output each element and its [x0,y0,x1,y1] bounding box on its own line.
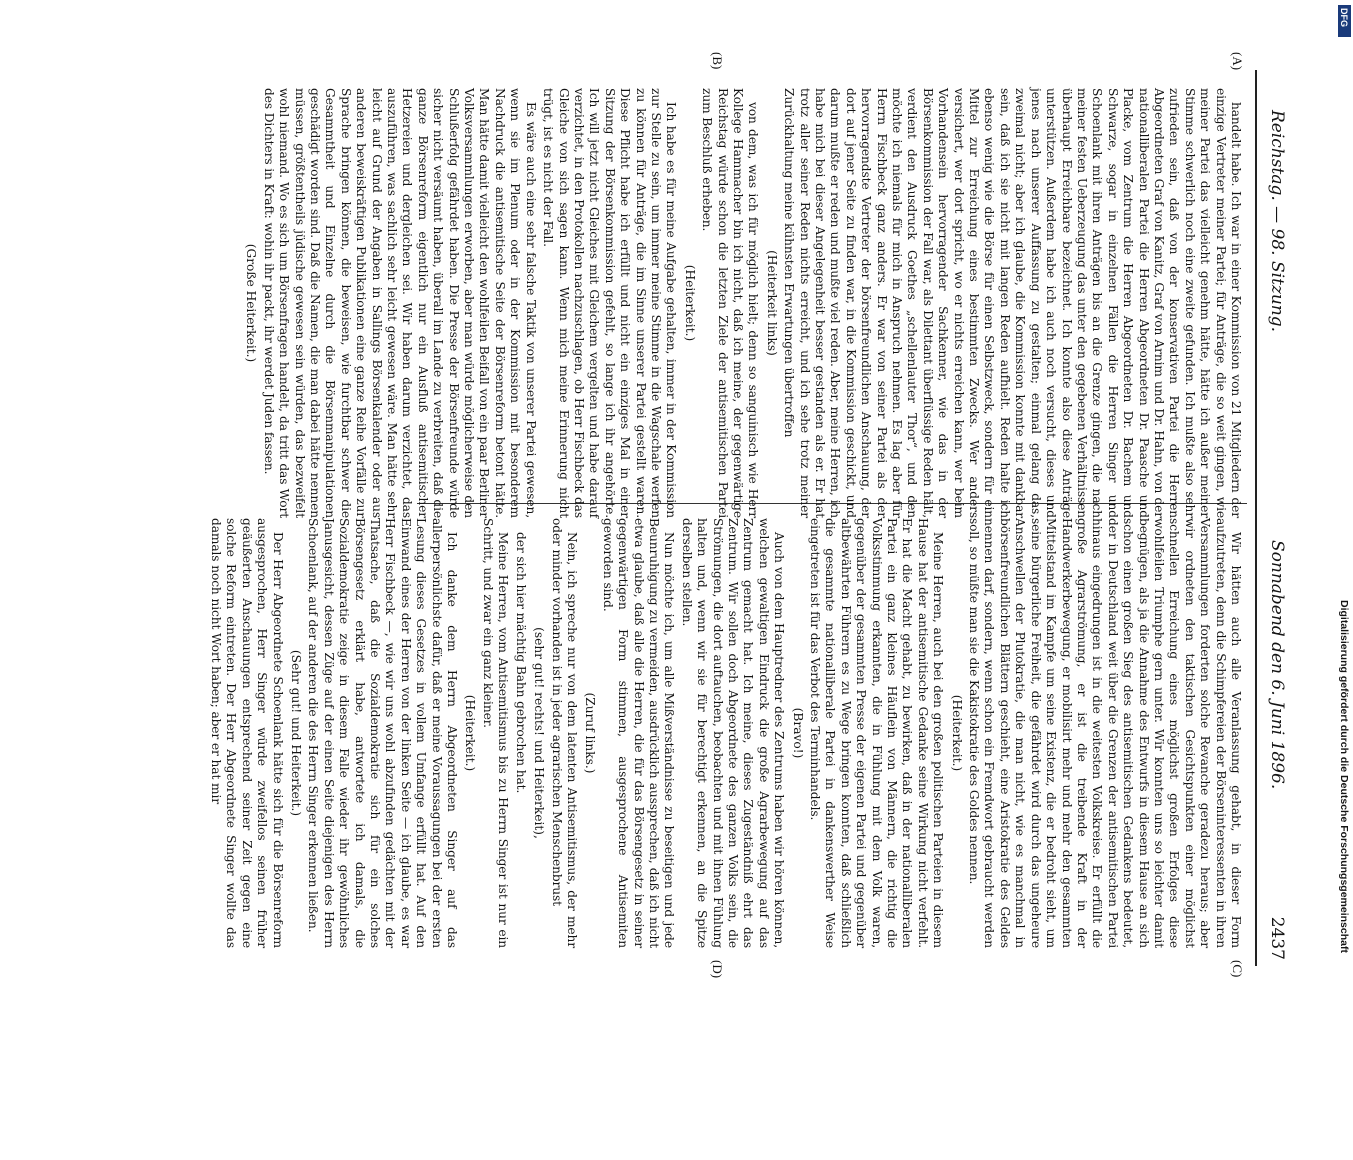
footer-text: Digitalisierung gefördert durch die Deutsche Forschungsgemeinschaft [1338,600,1350,953]
paragraph: Meine Herren, auch bei den großen politischen Parteien in diesem Hause hat der antisemitische Gedanke seine Wirkung nicht verfehlt. Er hat die Macht gehabt, zu bewirken, daß in der nationalliberalen Partei ein ganz kleines Häuflein von Männern, die richtig die Volksstimmung erkannten, die in Fühlung mit dem Volk waren, gegenüber der gesammten Presse der eigenen Partei und gegenüber altbewährten Führern es zu Wege bringen konnten, daß schließlich die gesammte nationalliberale Partei in dankenswerther Weise eingetreten ist für das Verbot des Terminhandels. [808,518,946,948]
header-middle: Sonnabend den 6. Juni 1896. [1267,540,1287,790]
interjection: (sehr gut! rechts! und Heiterkeit), [532,627,547,839]
header-left: Reichstag. — 98. Sitzung. [1267,110,1287,333]
interjection: (Große Heiterkeit.) [244,243,259,363]
digitization-footer [1336,0,1353,1000]
paragraph: Wir hätten auch alle Veranlassung gehabt, in dieser Form aufzutreten, denn die Schimpfereien der Börseninteressenten in ihren Versammlungen forderten solche Revanche geradezu heraus; aber wir ordneten den taktischen Gesichtspunkten einer möglichst schnellen Erreichung eines möglichst großen Erfolges diese wohlfeilen Triumphe gern unter. Wir konnten uns so leichter damit begnügen, als ja die Annahme des Entwurfs in diesem Hause an sich schon einen großen Sieg des antisemitischen Gedankens bedeutet, der in Deutschland weit über die Grenzen der antisemitischen Partei hinaus eingedrungen ist in die weitesten Volkskreise. Er erfüllt die große Agrarströmung, er ist die treibende Kraft in der Handwerkerbewegung, er mobilisirt mehr und mehr den gesammten Mittelstand im Kampfe um seine Existenz, die er bedroht sieht, um seine bürgerliche Freiheit, die gefährdet wird durch das ungeheure Anschwellen der Plutokratie, die man nicht, wie es manchmal in börsenfreundlichen Blättern geschieht, eine Aristokratie des Geldes nennen darf, sondern, wenn schon ein Fremdwort gebraucht werden soll, so müßte man sie die Kakistokratie des Goldes nennen. [967,518,1243,948]
margin-mark-a: (A) [1230,52,1245,71]
paragraph: Es wäre auch eine sehr falsche Taktik von unserer Partei gewesen, wenn sie im Plenum oder in der Kommission mit besonderem Nachdruck die antisemitische Seite der Börsenreform betont hätte. Man hätte damit vielleicht den wohlfeilen Beifall von ein paar Berliner Volksversammlungen erworben, aber man würde möglicherweise den Schlußerfolg gefährdet haben. Die Presse der Börsenfreunde würde sicher nicht versäumt haben, überall im Lande zu verbreiten, daß die ganze Börsenreform eigentlich nur ein Ausfluß antisemitischer Hetzereien und dergleichen sei. Wir haben darum verzichtet, das auszuführen, was sachlich sehr leicht gewesen wäre. Man hätte sehr leicht auf Grund der Angaben in Sallings Börsenkalender oder aus anderen beweiskräftigen Publikationen eine ganze Reihe Vorfälle zur Sprache bringen können, die beweisen, wie furchtbar schwer die Gesammtheit und Einzelne durch die Börsenmanipulationen geschädigt worden sind. Daß die Namen, die man dabei hätte nennen müssen, größtentheils jüdische gewesen sein würden, das bezweifelt wohl niemand. Wo es sich um Börsenfragen handelt, da tritt das Wort des Dichters in Kraft: wohin ihr packt, ihr werdet Juden fassen. [261,88,538,518]
interjection: (Heiterkeit.) [949,694,964,772]
paragraph: handelt habe. Ich war in einer Kommission von 21 Mitgliedern der einzige Vertreter meiner Partei; für Anträge, die so weit gingen, wie meiner Partei das vielleicht genehm hätte, hätte ich außer meiner Stimme schwerlich noch eine zweite gefunden. Ich mußte also sehr zufrieden sein, daß von der konservativen Partei die Herren Abgeordneten Graf von Kanitz, Graf von Arnim und Dr. Hahn, von der nationalliberalen Partei die Herren Abgeordneten Dr. Paasche und Placke, vom Zentrum die Herren Abgeordneten Dr. Bachem und Schwarze, sogar in einzelnen Fällen die Herren Singer und Schoenlank mit ihren Anträgen bis an die Grenze gingen, die nach meiner festen Ueberzeugung das unter den gegebenen Verhältnissen überhaupt Erreichbare bezeichnet. Ich konnte also diese Anträge unterstützen. Außerdem habe ich auch noch versucht, dieses und jenes nach unserer Auffassung zu gestalten; einmal gelang das, zweimal nicht; aber ich glaube, die Kommission konnte mit dankbar sein, daß ich sie nicht mit langen Reden aufhielt. Reden halte ich ebenso wenig wie die Börse für einen Selbstzweck, sondern für ein Mittel zur Erreichung eines bestimmten Zwecks. Wer anders versichert, wer dort spricht, wo er nichts erreichen kann, wer beim Vorhandensein hervorragender Sachkenner, wie das in der Börsenkommission der Fall war, als Dilettant überflüssige Reden hält, verdient den Ausdruck Goethes „schellenlauter Thor“, und den möchte ich niemals für mich in Anspruch nehmen. Es lag aber für Herrn Fischbeck ganz anders. Er war von seiner Partei als der hervorragendste Vertreter der börsenfreundlichen Anschauung, der dort auf jener Seite zu finden war, in die Kommission geschickt, und darum mußte er reden und mußte viel reden. Aber, meine Herren, ich habe mich bei dieser Angelegenheit besser gestanden als er. Er hat trotz aller seiner Reden nichts erreicht, und ich sehe trotz meiner Zurückhaltung meine kühnsten Erwartungen übertroffen [782,88,1243,518]
dfg-logo-text: DFG [1339,8,1349,27]
interjection: (Heiterkeit.) [463,694,478,772]
paragraph: Ich habe es für meine Aufgabe gehalten, immer in der Kommission zur Stelle zu sein, um immer meine Stimme in die Wagschale werfen zu können für Anträge, die im Sinne unserer Partei gestellt waren. Diese Pflicht habe ich erfüllt und nicht ein einziges Mal in einer Sitzung der Börsenkommission gefehlt, so lange ich ihr angehörte. Ich will jetzt nicht Gleiches mit Gleichem vergelten und habe darauf verzichtet, in den Protokollen nachzuschlagen, ob Herr Fischbeck das Gleiche von sich sagen kann. Wenn mich meine Erinnerung nicht trügt, ist es nicht der Fall. [541,88,679,518]
right-column [206,518,1243,948]
page-number: 2437 [1267,916,1287,960]
margin-mark-c: (C) [1230,960,1245,978]
page-header [1255,70,1295,966]
paragraph: Nein, ich spreche nur von dem latenten Antisemitismus, der mehr oder minder vorhanden ist in jeder agrarischen Menschenbrust [549,518,579,948]
interjection: (Heiterkeit links) [764,250,779,356]
paragraph: Meine Herren, vom Antisemitismus bis zu Herrn Singer ist nur ein Schritt, und zwar ein ganz kleiner. [480,518,511,948]
paragraph: Nun möchte ich, um alle Mißverständnisse zu beseitigen und jede Beunruhigung zu vermeiden, ausdrücklich aussprechen, daß ich nicht etwa glaube, daß alle die Herren, die für das Börsengesetz in seiner gegenwärtigen Form stimmen, ausgesprochene Antisemiten geworden sind. [600,518,677,948]
paragraph: Ich danke dem Herrn Abgeordneten Singer auf das allerpersönlichste dafür, daß er meine Voraussagungen bei der ersten Lesung dieses Gesetzes in vollem Umfange erfüllt hat. Auf den Einwand eines der Herren von der linken Seite — ich glaube, es war Herr Fischbeck —, wie wir uns wohl abzufinden gedächten mit der Thatsache, daß die Sozialdemokratie sich für ein solches Börsengesetz erklärt habe, antwortete ich damals, die Sozialdemokratie zeige in diesem Falle wieder ihr gewöhnliches Janusgesicht, dessen Züge auf der einen Seite diejenigen des Herrn Schoenlank, auf der anderen die des Herrn Singer erkennen ließen. [306,518,460,948]
interjection: (Bravo!) [790,707,805,759]
rotated-page [80,48,1295,988]
interjection: (Heiterkeit.) [682,264,697,342]
left-column [240,88,1243,518]
paragraph: von dem, was ich für möglich hielt; denn so sanguinisch wie Herr Kollege Hammacher bin ich nicht, daß ich meine, der gegenwärtige Reichstag würde schon die letzten Ziele der antisemitischen Partei zum Beschluß erheben. [700,88,761,518]
paragraph: Der Herr Abgeordnete Schoenlank hätte sich für die Börsenreform ausgesprochen, Herr Singer würde zweifellos seinen früher geäußerten Anschauungen entsprechend seiner Zeit gegen eine solche Reform eintreten. Der Herr Abgeordnete Singer wollte das damals noch nicht Wort haben; aber er hat mir [209,518,285,948]
margin-mark-b: (B) [710,52,725,70]
paragraph: der sich hier mächtig Bahn gebrochen hat. [513,532,528,794]
paragraph: Auch von dem Hauptredner des Zentrums haben wir hören können, welchen gewaltigen Eindruck die große Agrarbewegung auf das Zentrum gemacht hat. Ich meine, dieses Zugeständniß ehrt das Zentrum. Wir sollen doch Abgeordnete des ganzen Volks sein, die Strömungen, die dort auftauchen, beobachten und mit ihnen Fühlung halten und, wenn wir sie für berechtigt erkennen, an die Spitze derselben stellen. [679,518,787,948]
interjection: (Sehr gut! und Heiterkeit.) [289,649,304,817]
interjection: (Zuruf links.) [583,692,598,774]
margin-mark-d: (D) [710,960,725,979]
